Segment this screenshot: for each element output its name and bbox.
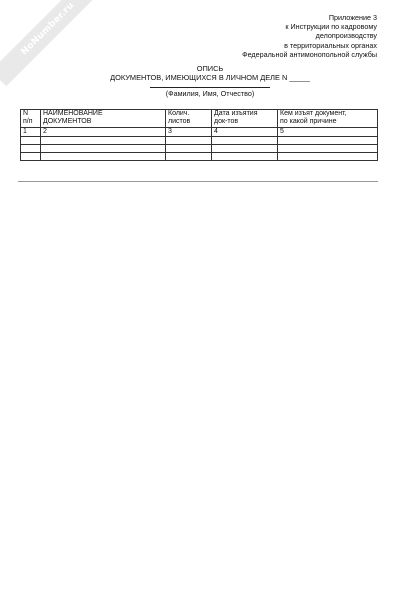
table-cell[interactable] [212, 137, 278, 145]
table-cell[interactable] [166, 145, 212, 153]
document-title [0, 64, 420, 98]
header-cell-sheets: Колич. листов [166, 110, 212, 128]
table-cell[interactable] [41, 145, 166, 153]
appendix-note [177, 13, 377, 59]
table-cell[interactable] [166, 137, 212, 145]
table-row [21, 137, 378, 145]
table-cell[interactable] [278, 137, 378, 145]
table-cell[interactable] [21, 153, 41, 161]
header-cell-name: НАИМЕНОВАНИЕ ДОКУМЕНТОВ [41, 110, 166, 128]
table-cell[interactable] [212, 153, 278, 161]
table-cell[interactable] [278, 153, 378, 161]
title-line-1: ОПИСЬ [196, 64, 224, 73]
appendix-line: делопроизводству [315, 31, 377, 41]
header-cell-number: N п/п [21, 110, 41, 128]
table-cell[interactable] [21, 137, 41, 145]
table-cell[interactable] [21, 145, 41, 153]
header-cell-date: Дата изъятия док-тов [212, 110, 278, 128]
table-row [21, 153, 378, 161]
appendix-line: Приложение 3 [328, 13, 377, 22]
table-cell[interactable] [166, 153, 212, 161]
header-cell-withdrawn-by: Кем изъят документ, по какой причине [278, 110, 378, 128]
table-number-row [21, 128, 378, 137]
number-cell: 1 [21, 128, 41, 137]
table-row [21, 145, 378, 153]
number-cell: 4 [212, 128, 278, 137]
table-cell[interactable] [41, 153, 166, 161]
appendix-line: к Инструкции по кадровому [285, 22, 377, 32]
number-cell: 5 [278, 128, 378, 137]
name-caption: (Фамилия, Имя, Отчество) [165, 89, 255, 98]
footer-divider [18, 181, 378, 182]
title-line-2: ДОКУМЕНТОВ, ИМЕЮЩИХСЯ В ЛИЧНОМ ДЕЛЕ N _____ [110, 73, 310, 82]
documents-table [20, 109, 378, 161]
appendix-line: в территориальных органах [284, 40, 377, 50]
number-cell: 3 [166, 128, 212, 137]
number-cell: 2 [41, 128, 166, 137]
name-fill-line [150, 87, 270, 88]
table-cell[interactable] [212, 145, 278, 153]
table-cell[interactable] [41, 137, 166, 145]
table-cell[interactable] [278, 145, 378, 153]
appendix-line: Федеральной антимонопольной службы [242, 49, 377, 59]
table-header-row [21, 110, 378, 128]
watermark-text: NoNumber.ru [19, 0, 77, 58]
